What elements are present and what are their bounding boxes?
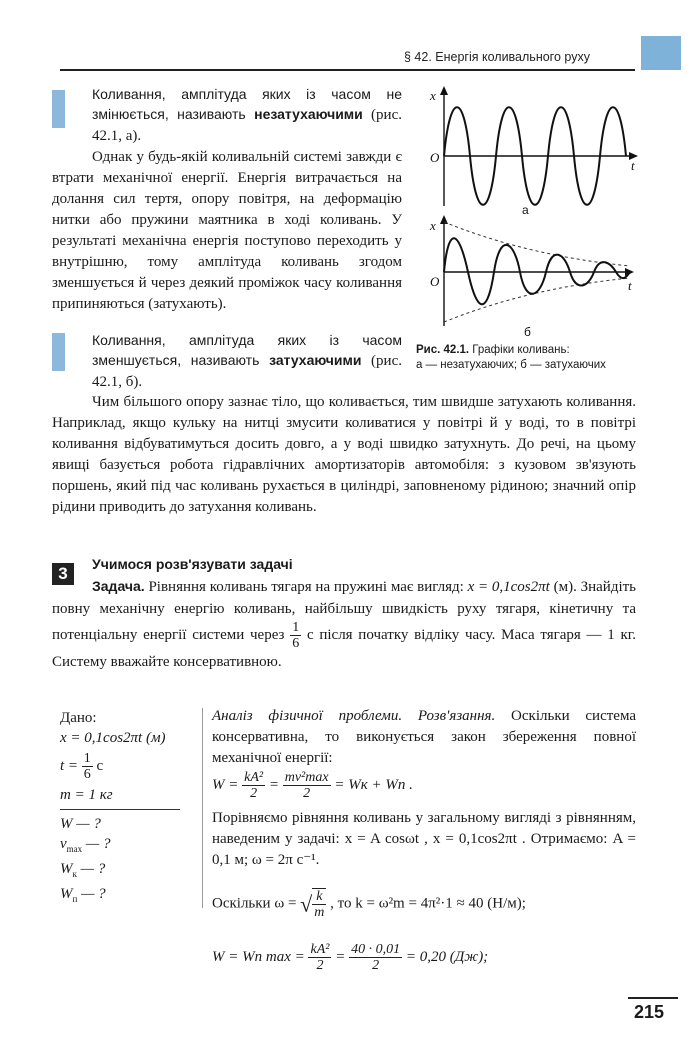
unknown-vmax-tail: — ? (82, 836, 111, 852)
unknown-vmax (60, 834, 200, 859)
task-time-fraction (290, 620, 301, 651)
figure-oscillation-graphs (418, 86, 658, 348)
eq1-rhs: = Wк + Wп . (334, 776, 413, 793)
definition-undamped-ref: (рис. 42.1, а). (92, 107, 402, 144)
definition-undamped (92, 84, 402, 146)
task-label: Задача. (92, 578, 145, 594)
unknown-wp-tail: — ? (77, 886, 106, 902)
graph-b-damped-curve (444, 238, 630, 304)
eq1-f1-num: kA² (244, 770, 264, 785)
definition-damped (92, 330, 402, 392)
header-rule (60, 69, 635, 71)
graph-a-label: а (522, 203, 529, 217)
unknown-wk-sub: к (72, 869, 77, 879)
eq1-f1-den: 2 (250, 786, 258, 801)
given-time (60, 751, 200, 782)
graph-a-origin: O (430, 150, 440, 165)
eq4-equals: = (335, 948, 346, 965)
graph-b-t-label: t (628, 278, 632, 293)
graph-a-t-label: t (631, 158, 635, 173)
eq1-f2-num: mv²max (284, 770, 329, 785)
stiffness-pre: Оскільки ω = (212, 895, 297, 912)
solution-intro (212, 706, 636, 769)
solution-intro-text: Оскільки система консервативна, то виконується закон збереження повної механічної енергії: (212, 708, 636, 766)
unknown-vmax-sub: max (66, 844, 83, 854)
figure-caption-text: Графіки коливань: (469, 344, 570, 356)
eq4-f2-den: 2 (372, 958, 380, 973)
unknown-wp-sub: п (72, 894, 78, 904)
footer-rule (628, 997, 678, 999)
task-text-3: с після початку відліку часу. Маса тягаря — 1 кг. Систему вважайте консервативною. (52, 626, 636, 670)
graph-b-envelope-top (444, 222, 630, 266)
sqrt-symbol: √ (300, 891, 313, 917)
term-damped: затухаючими (269, 352, 362, 368)
term-undamped: незатухаючими (254, 106, 363, 122)
page-number: 215 (634, 1002, 665, 1022)
given-time-lhs: t = (60, 757, 79, 774)
task-frac-num: 1 (292, 620, 300, 635)
given-divider (60, 809, 180, 810)
sqrt-den: m (314, 905, 325, 920)
given-block (60, 708, 200, 909)
task-frac-den: 6 (292, 636, 300, 651)
eq4-fraction-2 (349, 942, 402, 973)
section-number: 3 (52, 563, 74, 585)
graph-b-label: б (524, 325, 531, 339)
given-time-unit: с (96, 757, 104, 774)
definition-marker (52, 333, 65, 371)
eq1-f2-den: 2 (303, 786, 311, 801)
task-text-2: (м). Знайдіть повну механічну енергію коливань, найбільшу швидкість руху тягаря, кінетичну та потенціальну енергії системи через (52, 579, 637, 643)
stiffness-sqrt-fraction (312, 888, 326, 920)
paragraph-damping-example: Чим більшого опору зазнає тіло, що коливається, тим швидше затухають коливання. Наприклад, якщо кульку на нитці змусити коливатися у повітрі й у воді, то в повітрі коливання відбуватимуться досить довго, а у воді швидко затухнуть. До речі, на цьому явищі базується робота гідравлічних амортизаторів автомобіля: з кузовом зв'язують поршень, який під час коливань рухається в циліндрі, заповненому рідиною; значний опір рідини приводить до затухання коливань. (52, 394, 636, 515)
eq4-lhs: W = Wп max = (212, 948, 305, 965)
eq1-fraction-1 (242, 770, 265, 801)
eq4-rhs: = 0,20 (Дж); (405, 948, 489, 965)
definition-undamped-text: Коливання, амплітуда яких із часом не змінюється, називають (92, 86, 402, 122)
chapter-tab (641, 36, 681, 70)
figure-caption-title: Рис. 42.1. (416, 344, 470, 356)
definition-damped-ref: (рис. 42.1, б). (92, 353, 402, 390)
unknown-wk-tail: — ? (76, 861, 106, 877)
task-text-1: Рівняння коливань тягаря на пружині має вигляд: (144, 579, 468, 595)
task-equation: x = 0,1cos2πt (467, 579, 550, 595)
figure-caption (416, 343, 686, 373)
unknown-energy: W — ? (60, 816, 101, 832)
unknown-wk (60, 859, 200, 884)
unknown-wp (60, 884, 200, 909)
solution-energy-equation (212, 770, 636, 801)
graph-b-x-label: x (430, 218, 436, 233)
solution-energy-value (212, 942, 636, 973)
graph-a-x-arrow (440, 86, 448, 95)
figure-caption-legend: а — незатухаючих; б — затухаючих (416, 359, 606, 371)
given-vertical-divider (202, 708, 203, 908)
solution-stiffness (212, 888, 636, 920)
given-time-fraction (82, 751, 93, 782)
given-title: Дано: (60, 710, 97, 726)
given-equation: x = 0,1cos2πt (м) (60, 730, 166, 746)
definition-damped-text: Коливання, амплітуда яких із часом зменшується, називають (92, 332, 402, 368)
unknown-wk-sym: W (60, 861, 73, 877)
eq1-fraction-2 (283, 770, 331, 801)
unknown-vmax-sym: v (60, 836, 67, 852)
solution-heading: Аналіз фізичної проблеми. Розв'язання. (212, 708, 496, 724)
graph-b-origin: O (430, 274, 440, 289)
paragraph-energy-loss: Однак у будь-якій коливальній системі завжди є втрати механічної енергії. Енергія витрачається на долання сил тертя, опору повітря, на деформацію нитки або пружини маятника в ході коливань. У результаті механічна енергія поступово переходить у внутрішню, тому амплітуда коливань згодом зменшується й через деякий проміжок часу коливання припиняються (затухають). (52, 149, 402, 312)
eq1-equals: = (268, 776, 279, 793)
definition-marker (52, 90, 65, 128)
given-mass: m = 1 кг (60, 787, 113, 803)
eq4-f2-num: 40 · 0,01 (351, 942, 401, 957)
solution-comparison: Порівняємо рівняння коливань у загальному вигляді з рівнянням, наведеним у задачі: x = A cosωt , x = 0,1cos2πt . Отримаємо: A = 0,1 м; ω = 2π с⁻¹. (212, 810, 636, 868)
given-time-num: 1 (83, 751, 91, 766)
eq4-f1-den: 2 (316, 958, 324, 973)
section-title: Учимося розв'язувати задачі (92, 556, 293, 572)
task-statement (52, 575, 636, 673)
eq4-f1-num: kA² (310, 942, 330, 957)
unknown-wp-sym: W (60, 886, 73, 902)
eq1-lhs: W = (212, 776, 239, 793)
eq4-fraction-1 (308, 942, 331, 973)
given-time-den: 6 (83, 767, 91, 782)
sqrt-num: k (312, 889, 326, 905)
stiffness-post: , то k = ω²m = 4π²·1 ≈ 40 (Н/м); (330, 895, 526, 912)
running-header: § 42. Енергія коливального руху (404, 50, 590, 64)
graph-a-x-label: x (430, 88, 436, 103)
